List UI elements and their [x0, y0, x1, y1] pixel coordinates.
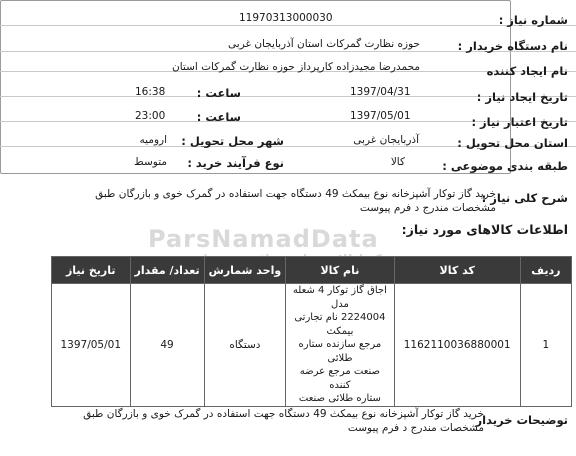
need-date-cell: 1397/05/01	[52, 284, 131, 407]
items-heading: اطلاعات کالاهای مورد نیاز:	[401, 222, 568, 237]
need-number-label: شماره نیاز :	[498, 13, 568, 27]
items-table	[51, 256, 572, 407]
category-label: طبقه بندی موضوعی :	[442, 159, 568, 173]
summary-label: شرح کلی نیاز :	[481, 191, 568, 205]
buyer-org-value: حوزه نظارت گمرکات استان آذربایجان غربی	[228, 38, 420, 50]
col-item-code: کد کالا	[394, 257, 520, 284]
validity-date-value: 1397/05/01	[350, 110, 411, 122]
row-number-cell: 1	[520, 284, 571, 407]
buyer-notes-line-1: خرید گاز توکار آشپزخانه نوع بیمکث 49 دستگاه جهت استفاده در گمرک خوی و بازرگان طبق	[83, 408, 484, 420]
city-value: ارومیه	[139, 134, 167, 146]
buyer-notes-label: توضیحات خریدار	[475, 413, 568, 427]
buyer-notes-line-2: مشخصات مندرج د فرم پیوست	[347, 422, 484, 434]
item-name-line: اجاق گاز توکار 4 شعله مدل	[292, 285, 387, 310]
item-code-cell: 1162110036880001	[394, 284, 520, 407]
col-item-name: نام کالا	[286, 257, 394, 284]
col-row-number: ردیف	[520, 257, 571, 284]
col-unit: واحد شمارش	[204, 257, 286, 284]
validity-date-label: تاریخ اعتبار نیاز :	[471, 115, 568, 129]
item-name-line: 2224004 نام تجارتی بیمکث	[294, 312, 386, 337]
unit-cell: دستگاه	[204, 284, 286, 407]
item-name-line: صنعت مرجع عرضه کننده	[299, 366, 381, 391]
summary-line-1: خرید گاز توکار آشپزخانه نوع بیمکث 49 دستگاه جهت استفاده در گمرک خوی و بازرگان طبق	[95, 188, 496, 200]
col-need-date: تاریخ نیاز	[52, 257, 131, 284]
creator-value: محمدرضا مجیدزاده کارپرداز حوزه نظارت گمرکات استان	[171, 61, 420, 73]
process-label: نوع فرآیند خرید :	[187, 156, 284, 170]
item-name-cell	[286, 284, 394, 407]
items-table-header	[52, 257, 572, 284]
summary-line-2: مشخصات مندرج د فرم پیوست	[359, 202, 496, 214]
created-time-value: 16:38	[135, 86, 166, 98]
city-label: شهر محل تحویل :	[181, 134, 284, 148]
created-date-value: 1397/04/31	[350, 86, 411, 98]
validity-time-label: ساعت :	[196, 110, 241, 124]
validity-time-value: 23:00	[135, 110, 166, 122]
process-value: متوسط	[134, 156, 167, 168]
item-name-line: ستاره طلائی صنعت	[298, 393, 381, 404]
item-name-line: مرجع سازنده ستاره طلائی	[298, 339, 382, 364]
quantity-cell: 49	[130, 284, 204, 407]
table-row	[52, 284, 572, 407]
province-label: استان محل تحویل :	[457, 136, 568, 150]
summary-text	[76, 187, 496, 215]
buyer-notes-text	[64, 407, 484, 435]
buyer-org-label: نام دستگاه خریدار :	[457, 39, 568, 53]
created-date-label: تاریخ ایجاد نیاز :	[476, 90, 568, 104]
creator-label: نام ایجاد کننده	[486, 64, 568, 78]
created-time-label: ساعت :	[196, 86, 241, 100]
watermark-brand: ParsNamadData	[148, 225, 379, 253]
col-quantity: تعداد/ مقدار	[130, 257, 204, 284]
province-value: آذربایجان غربی	[353, 134, 419, 146]
need-number-value: 11970313000030	[239, 12, 333, 24]
category-value: کالا	[390, 156, 405, 168]
